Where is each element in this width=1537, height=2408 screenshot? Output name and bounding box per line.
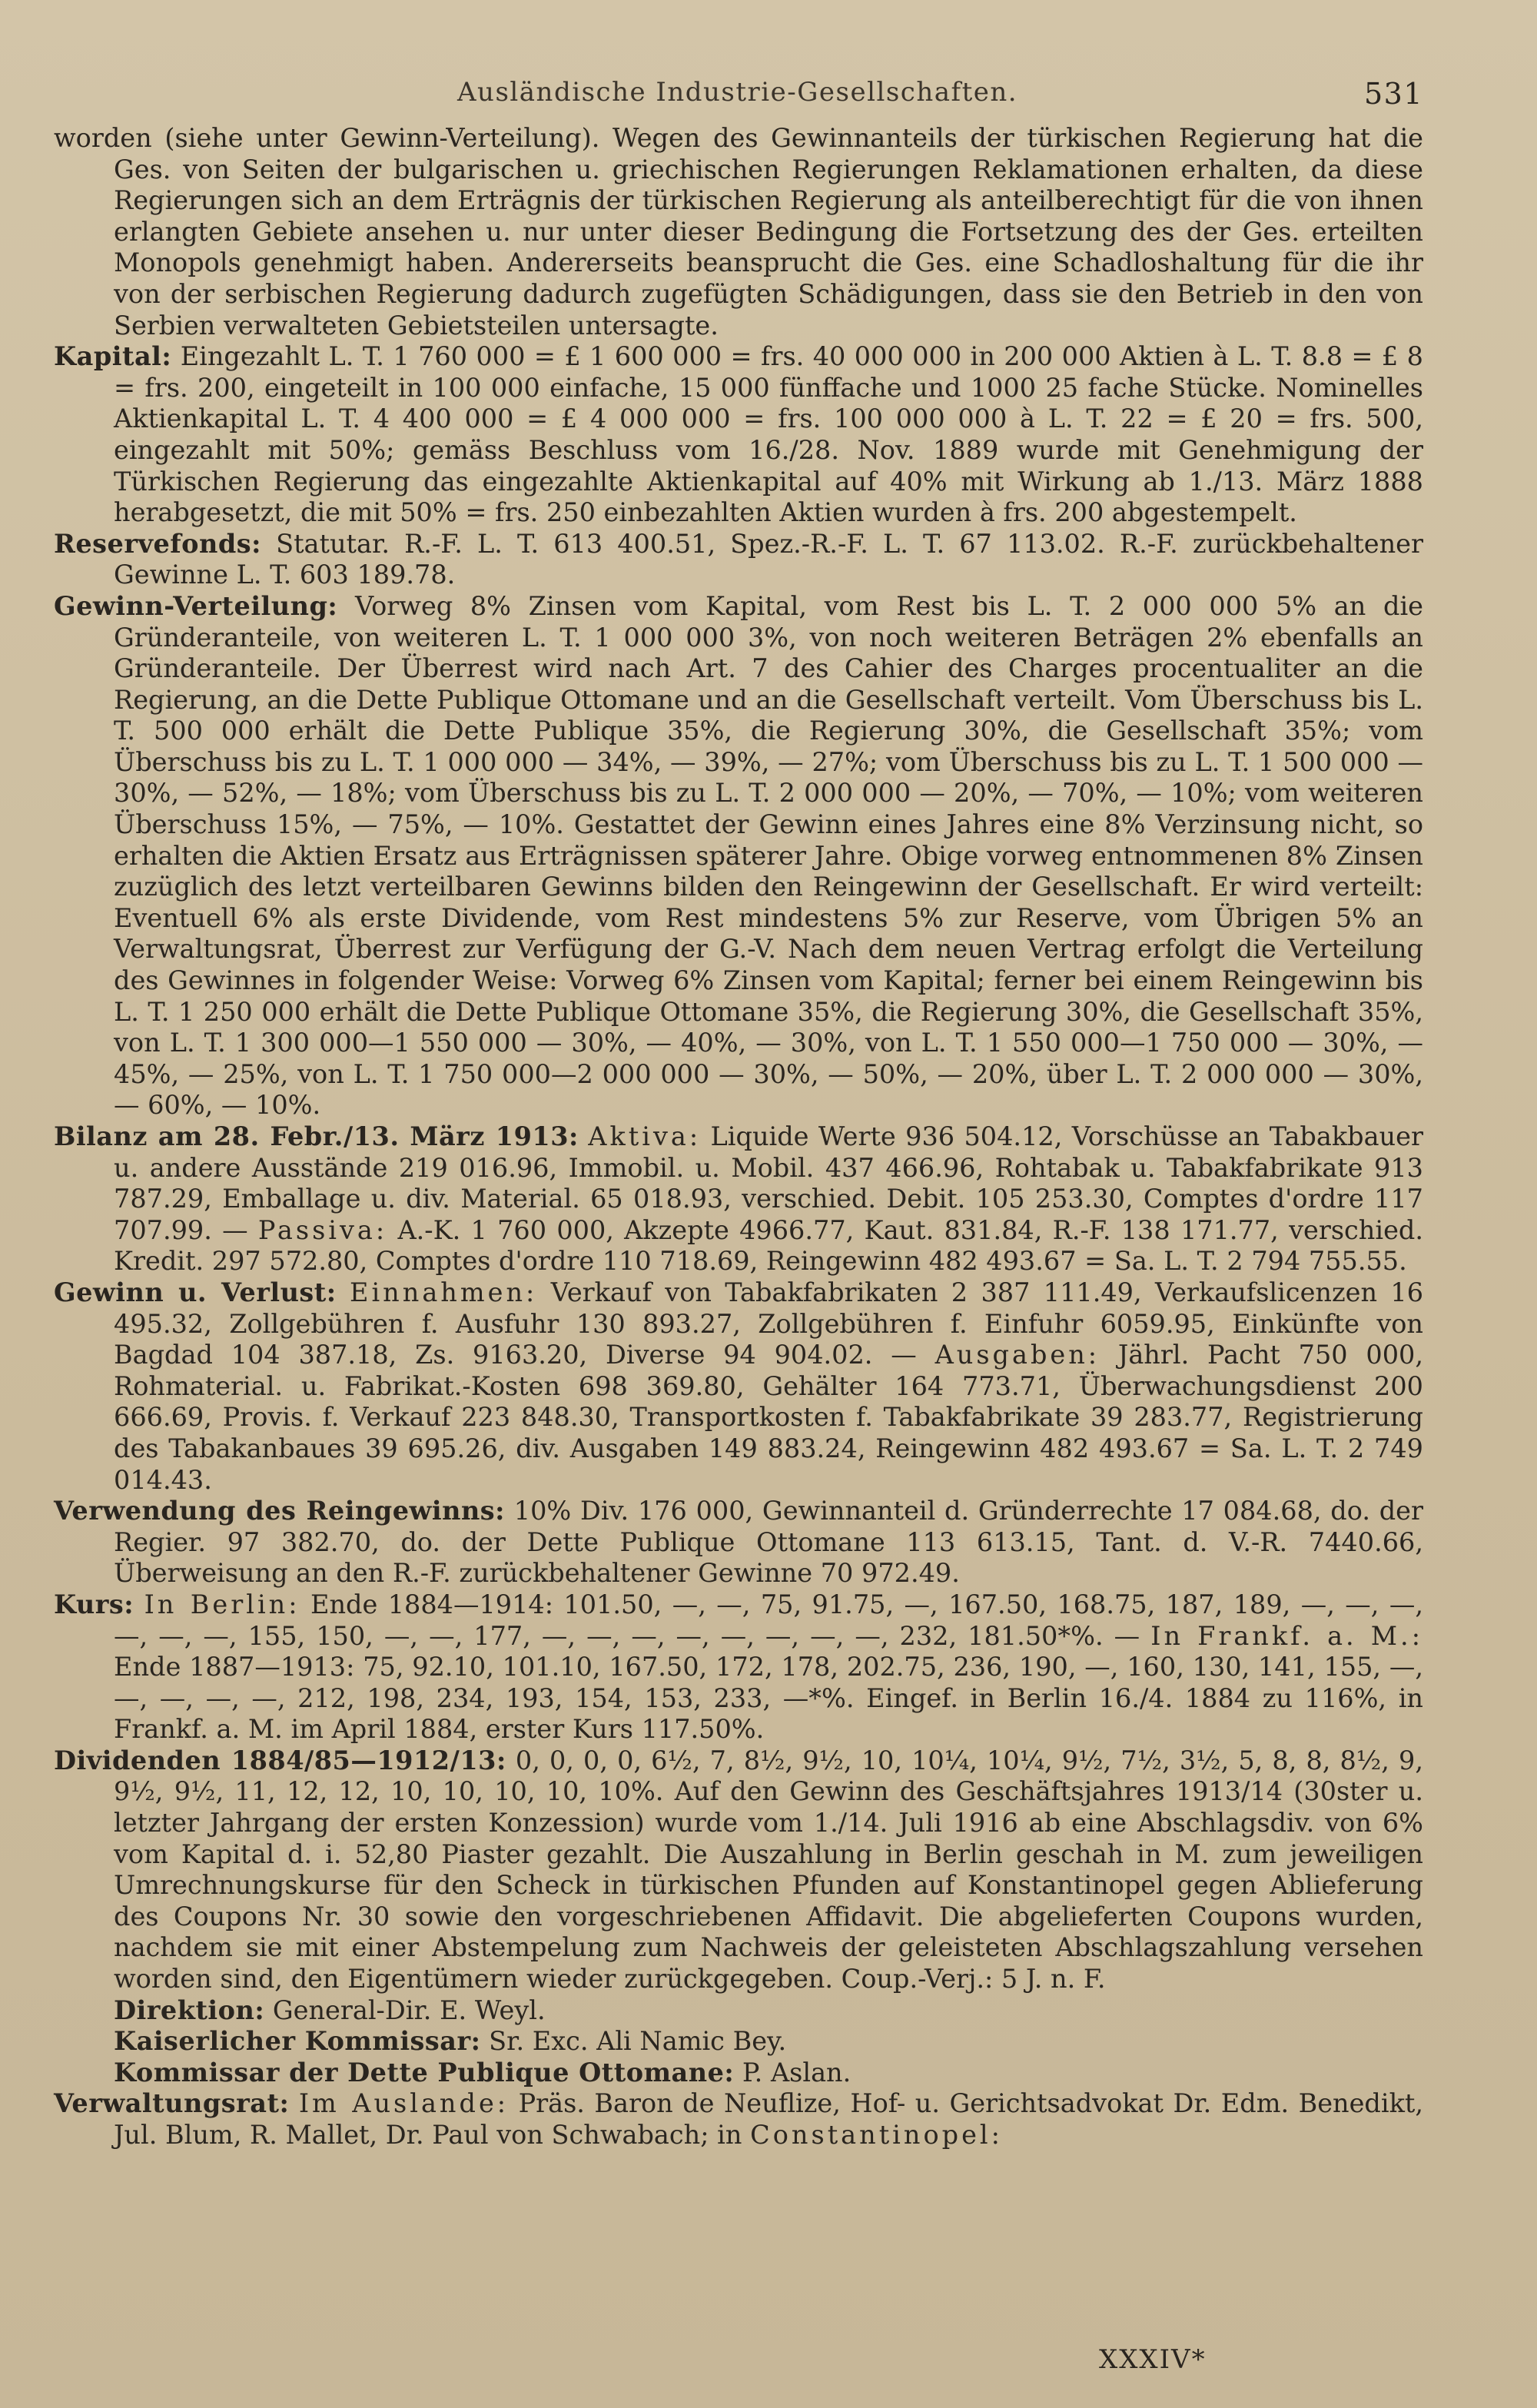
guv-ausgaben-text: Jährl. Pacht 750 000, Rohmaterial. u. Fabrikat.-Kosten 698 369.80, Gehälter 164 773.71, Überwachungsdienst 200 666.69, Provis. f. Verkauf 223 848.30, Transportkosten f. Tabakfabrikate 39 283.77, Registrierung des Tabakanbaues 39 695.26, div. Ausgaben 149 883.24, Reingewinn 482 493.67 = Sa. L. T. 2 749 014.43. xyxy=(114,1340,1424,1495)
kurs-label: Kurs: xyxy=(54,1589,134,1619)
dividenden-paragraph xyxy=(54,1745,1423,1995)
gewinnverteilung-text: Vorweg 8% Zinsen vom Kapital, vom Rest bis L. T. 2 000 000 5% an die Gründeranteile, von weiteren L. T. 1 000 000 3%, von noch weiteren Beträgen 2% ebenfalls an Gründeranteile. Der Überrest wird nach Art. 7 des Cahier des Charges procentualiter an die Regierung, an die Dette Publique Ottomane und an die Gesellschaft verteilt. Vom Überschuss bis L. T. 500 000 erhält die Dette Publique 35%, die Regierung 30%, die Gesellschaft 35%; vom Überschuss bis zu L. T. 1 000 000 — 34%, — 39%, — 27%; vom Überschuss bis zu L. T. 1 500 000 — 30%, — 52%, — 18%; vom Überschuss bis zu L. T. 2 000 000 — 20%, — 70%, — 10%; vom weiteren Überschuss 15%, — 75%, — 10%. Gestattet der Gewinn eines Jahres eine 8% Verzinsung nicht, so erhalten die Aktien Ersatz aus Erträgnissen späterer Jahre. Obige vorweg entnommenen 8% Zinsen zuzüglich des letzt verteilbaren Gewinns bilden den Reingewinn der Gesellschaft. Er wird verteilt: Eventuell 6% als erste Dividende, vom Rest mindestens 5% zur Reserve, vom Übrigen 5% an Verwaltungsrat, Überrest zur Verfügung der G.-V. Nach dem neuen Vertrag erfolgt die Verteilung des Gewinnes in folgender Weise: Vorweg 6% Zinsen vom Kapital; ferner bei einem Reingewinn bis L. T. 1 250 000 erhält die Dette Publique Ottomane 35%, die Regierung 30%, die Gesellschaft 35%, von L. T. 1 300 000—1 550 000 — 30%, — 40%, — 30%, von L. T. 1 550 000—1 750 000 — 30%, — 45%, — 25%, von L. T. 1 750 000—2 000 000 — 30%, — 50%, — 20%, über L. T. 2 000 000 — 30%, — 60%, — 10%. xyxy=(114,590,1423,1121)
direktion-text: General-Dir. E. Weyl. xyxy=(272,1994,546,2025)
kurs-frankf-text: Ende 1887—1913: 75, 92.10, 101.10, 167.50, 172, 178, 202.75, 236, 190, —, 160, 130, 141, 155, —, —, —, —, —, 212, 198, 234, 193, 154, 153, 233, —*%. Eingef. in Berlin 16./4. 1884 zu 116%, in Frankf. a. M. im April 1884, erster Kurs 117.50%. xyxy=(114,1652,1423,1745)
verwendung-paragraph xyxy=(54,1496,1423,1589)
kurs-paragraph xyxy=(54,1589,1423,1745)
guv-paragraph xyxy=(54,1277,1423,1496)
verwaltungsrat-paragraph xyxy=(54,2088,1423,2151)
guv-einnahmen-text: Verkauf von Tabakfabrikaten 2 387 111.49, Verkaufslicenzen 16 495.32, Zollgebühren f. Ausfuhr 130 893.27, Zollgebühren f. Einfuhr 6059.95, Einkünfte von Bagdad 104 387.18, Zs. 9163.20, Diverse 94 904.02. — xyxy=(114,1277,1424,1370)
gewinnverteilung-label: Gewinn-Verteilung: xyxy=(54,590,338,621)
guv-einnahmen-label: Einnahmen: xyxy=(350,1277,538,1307)
bilanz-label: Bilanz am 28. Febr./13. März 1913: xyxy=(54,1121,579,1151)
intro-paragraph xyxy=(54,123,1423,341)
verwendung-text: 10% Div. 176 000, Gewinnanteil d. Gründerrechte 17 084.68, do. der Regier. 97 382.70, do. der Dette Publique Ottomane 113 613.15, Tant. d. V.-R. 7440.66, Überweisung an den R.-F. zurückbehaltener Gewinne 70 972.49. xyxy=(114,1496,1423,1589)
kurs-frankf-label: In Frankf. a. M.: xyxy=(1150,1620,1423,1651)
signature-mark: XXXIV* xyxy=(1099,2344,1207,2375)
kurs-berlin-label: In Berlin: xyxy=(144,1589,300,1619)
verwaltungsrat-text: Präs. Baron de Neuflize, Hof- u. Gerichtsadvokat Dr. Edm. Benedikt, Jul. Blum, R. Mallet, Dr. Paul von Schwabach; in xyxy=(114,2088,1423,2150)
bilanz-aktiva-label: Aktiva: xyxy=(588,1121,702,1151)
kapital-label: Kapital: xyxy=(54,341,172,372)
direktion-paragraph xyxy=(54,1995,1423,2027)
direktion-label: Direktion: xyxy=(114,1994,265,2025)
dividenden-text: 0, 0, 0, 0, 6½, 7, 8½, 9½, 10, 10¼, 10¼, 9½, 7½, 3½, 5, 8, 8, 8½, 9, 9½, 9½, 11, 12, 12, 10, 10, 10, 10, 10%. Auf den Gewinn des Geschäftsjahres 1913/14 (30ster u. letzter Jahrgang der ersten Konzession) wurde vom 1./14. Juli 1916 ab eine Abschlagsdiv. von 6% vom Kapital d. i. 52,80 Piaster gezahlt. Die Auszahlung in Berlin geschah in M. zum jeweiligen Umrechnungskurse für den Scheck in türkischen Pfunden auf Konstantinopel gegen Ablieferung des Coupons Nr. 30 sowie den vorgeschriebenen Affidavit. Die abgelieferten Coupons wurden, nachdem sie mit einer Abstempelung zum Nachweis der geleisteten Abschlagszahlung versehen worden sind, den Eigentümern wieder zurückgegeben. Coup.-Verj.: 5 J. n. F. xyxy=(114,1745,1423,1994)
kommissar-paragraph xyxy=(54,2026,1423,2058)
bilanz-passiva-label: Passiva: xyxy=(257,1214,388,1245)
kurs-berlin-text: Ende 1884—1914: 101.50, —, —, 75, 91.75, —, 167.50, 168.75, 187, 189, —, —, —, —, —, —, 155, 150, —, —, 177, —, —, —, —, —, —, —, —, 232, 181.50*%. — xyxy=(114,1589,1423,1651)
running-head xyxy=(54,77,1423,123)
dividenden-label: Dividenden 1884/85—1912/13: xyxy=(54,1745,506,1775)
intro-text: worden (siehe unter Gewinn-Verteilung). Wegen des Gewinnanteils der türkischen Regierung hat die Ges. von Seiten der bulgarischen u. griechischen Regierungen Reklamationen erhalten, da diese Regierungen sich an dem Erträgnis der türkischen Regierung als anteilberechtigt für die von ihnen erlangten Gebiete ansehen u. nur unter dieser Bedingung die Fortsetzung des der Ges. erteilten Monopols genehmigt haben. Andererseits beansprucht die Ges. eine Schadloshaltung für die ihr von der serbischen Regierung dadurch zugefügten Schädigungen, dass sie den Betrieb in den von Serbien verwalteten Gebietsteilen untersagte. xyxy=(54,123,1423,340)
kommissar-label: Kaiserlicher Kommissar: xyxy=(114,2026,481,2057)
dette-label: Kommissar der Dette Publique Ottomane: xyxy=(114,2057,735,2087)
guv-ausgaben-label: Ausgaben: xyxy=(934,1340,1100,1370)
reservefonds-label: Reservefonds: xyxy=(54,528,262,559)
kapital-text: Eingezahlt L. T. 1 760 000 = £ 1 600 000 = frs. 40 000 000 in 200 000 Aktien à L. T. 8.8 = £ 8 = frs. 200, eingeteilt in 100 000 einfache, 15 000 fünffache und 1000 25 fache Stücke. Nominelles Aktienkapital L. T. 4 400 000 = £ 4 000 000 = frs. 100 000 000 à L. T. 22 = £ 20 = frs. 500, eingezahlt mit 50%; gemäss Beschluss vom 16./28. Nov. 1889 wurde mit Genehmigung der Türkischen Regierung das eingezahlte Aktienkapital auf 40% mit Wirkung ab 1./13. März 1888 herabgesetzt, die mit 50% = frs. 250 einbezahlten Aktien wurden à frs. 200 abgestempelt. xyxy=(114,341,1423,528)
verwaltungsrat-label: Verwaltungsrat: xyxy=(54,2088,290,2119)
body-text xyxy=(54,123,1423,2151)
verwendung-label: Verwendung des Reingewinns: xyxy=(54,1496,506,1526)
bilanz-aktiva-text: Liquide Werte 936 504.12, Vorschüsse an Tabakbauer u. andere Ausstände 219 016.96, Immobil. u. Mobil. 437 466.96, Rohtabak u. Tabakfabrikate 913 787.29, Emballage u. div. Material. 65 018.93, verschied. Debit. 105 253.30, Comptes d'ordre 117 707.99. — xyxy=(114,1121,1423,1245)
bilanz-paragraph xyxy=(54,1121,1423,1277)
kapital-paragraph xyxy=(54,341,1423,529)
kommissar-text: Sr. Exc. Ali Namic Bey. xyxy=(489,2026,787,2057)
dette-text: P. Aslan. xyxy=(742,2057,851,2087)
verwaltungsrat-ausland-label: Im Auslande: xyxy=(298,2088,510,2119)
reservefonds-text: Statutar. R.-F. L. T. 613 400.51, Spez.-R.-F. L. T. 67 113.02. R.-F. zurückbehaltener Gewinne L. T. 603 189.78. xyxy=(114,528,1423,590)
guv-label: Gewinn u. Verlust: xyxy=(54,1277,337,1307)
verwaltungsrat-konst-label: Constantinopel: xyxy=(750,2120,1003,2150)
running-title: Ausländische Industrie-Gesellschaften. xyxy=(457,77,1018,108)
gewinnverteilung-paragraph xyxy=(54,591,1423,1121)
dette-paragraph xyxy=(54,2058,1423,2089)
reservefonds-paragraph xyxy=(54,529,1423,591)
page-number: 531 xyxy=(1363,77,1423,111)
bilanz-passiva-text: A.-K. 1 760 000, Akzepte 4966.77, Kaut. 831.84, R.-F. 138 171.77, verschied. Kredit. 297 572.80, Comptes d'ordre 110 718.69, Reingewinn 482 493.67 = Sa. L. T. 2 794 755.55. xyxy=(114,1214,1423,1277)
